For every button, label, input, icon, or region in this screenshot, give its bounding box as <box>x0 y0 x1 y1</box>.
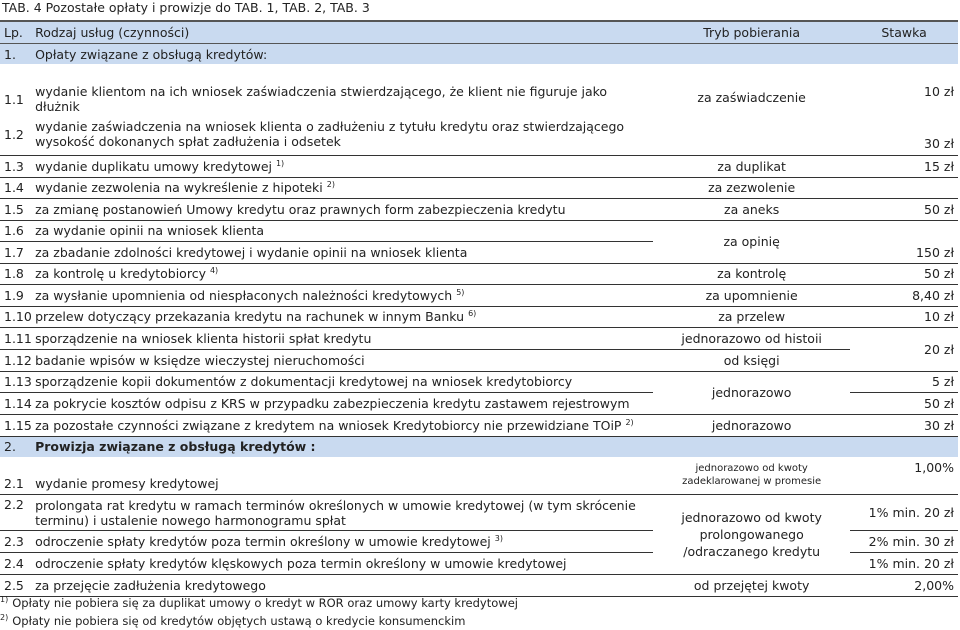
row-lp: 1.11 <box>0 327 31 349</box>
row-rate: 5 zł <box>850 371 958 392</box>
row-desc: wydanie duplikatu umowy kredytowej $^{1)}$ <box>31 155 653 177</box>
table-row <box>0 177 958 198</box>
row-lp: 1.8 <box>0 263 31 284</box>
table-row <box>0 84 958 114</box>
section-lp: 1. <box>0 44 31 65</box>
footnotes <box>0 594 518 630</box>
row-lp: 2.2 <box>0 495 31 531</box>
table-row <box>0 495 958 531</box>
row-mode: za aneks <box>653 198 850 220</box>
row-rate: 2% min. 30 zł <box>850 531 958 553</box>
row-lp: 1.9 <box>0 284 31 306</box>
row-lp: 2.5 <box>0 575 31 597</box>
fees-table <box>0 20 958 597</box>
row-desc: wydanie zaświadczenia na wniosek klienta o zadłużeniu z tytułu kredytu oraz stwierdzającego wysokość dokonanych spłat zadłużenia i odsetek <box>31 114 653 155</box>
row-mode: jednorazowo od kwoty zadeklarowanej w promesie <box>653 457 850 495</box>
row-rate <box>850 177 958 198</box>
row-desc: za wysłanie upomnienia od niespłaconych należności kredytowych $^{5)}$ <box>31 284 653 306</box>
row-desc: za zmianę postanowień Umowy kredytu oraz prawnych form zabezpieczenia kredytu <box>31 198 653 220</box>
row-mode: za upomnienie <box>653 284 850 306</box>
row-desc: odroczenie spłaty kredytów poza termin określony w umowie kredytowej $^{3)}$ <box>31 531 653 553</box>
footnote-ref: 2) <box>326 179 335 189</box>
row-desc: sporządzenie kopii dokumentów z dokumentacji kredytowej na wniosek kredytobiorcy <box>31 371 653 392</box>
header-desc: Rodzaj usług (czynności) <box>31 21 653 44</box>
row-lp: 1.5 <box>0 198 31 220</box>
table-header <box>0 21 958 44</box>
row-mode: jednorazowo od histoii <box>653 327 850 349</box>
footnote-ref: 2) <box>625 417 634 427</box>
row-lp: 1.1 <box>4 91 24 107</box>
header-rate: Stawka <box>850 21 958 44</box>
table-row <box>0 284 958 306</box>
row-rate: 1% min. 20 zł <box>850 495 958 531</box>
row-rate: 30 zł <box>850 114 958 155</box>
row-mode: za zezwolenie <box>653 177 850 198</box>
row-rate: 2,00% <box>850 575 958 597</box>
row-lp: 1.13 <box>0 371 31 392</box>
row-desc: za kontrolę u kredytobiorcy $^{4)}$ <box>31 263 653 284</box>
row-lp: 1.3 <box>0 155 31 177</box>
row-rate: 10 zł <box>924 84 954 99</box>
row-rate: 150 zł <box>850 220 958 263</box>
table-row <box>0 220 958 241</box>
row-rate: 30 zł <box>850 414 958 436</box>
row-lp: 2.4 <box>0 553 31 575</box>
table-row <box>0 155 958 177</box>
footnote-ref: 1) <box>275 158 285 168</box>
row-rate: 15 zł <box>850 155 958 177</box>
section-label: Prowizja związane z obsługą kredytów : <box>31 436 958 457</box>
section-1 <box>0 44 958 65</box>
row-desc: za przejęcie zadłużenia kredytowego <box>31 575 653 597</box>
row-lp: 1.2 <box>0 114 31 155</box>
row-rate: 50 zł <box>850 198 958 220</box>
header-mode: Tryb pobierania <box>653 21 850 44</box>
row-desc: przelew dotyczący przekazania kredytu na rachunek w innym Banku $^{6)}$ <box>31 306 653 327</box>
row-lp: 1.15 <box>0 414 31 436</box>
header-lp: Lp. <box>0 21 31 44</box>
row-desc: za wydanie opinii na wniosek klienta <box>31 220 653 241</box>
footnote: $^{1)}$ Opłaty nie pobiera się za duplikat umowy o kredyt w ROR oraz umowy karty kredytowej <box>0 595 518 610</box>
row-desc: za zbadanie zdolności kredytowej i wydanie opinii na wniosek klienta <box>31 241 653 263</box>
table-row <box>0 263 958 284</box>
table-row <box>0 198 958 220</box>
row-lp: 1.7 <box>0 241 31 263</box>
row-mode: za duplikat <box>653 155 850 177</box>
row-lp: 1.14 <box>0 392 31 414</box>
row-desc: za pokrycie kosztów odpisu z KRS w przypadku zabezpieczenia kredytu zastawem rejestrowym <box>31 392 653 414</box>
row-mode: za opinię <box>653 220 850 263</box>
row-desc: wydanie promesy kredytowej <box>31 457 653 495</box>
table-row <box>0 327 958 349</box>
row-rate: 8,40 zł <box>850 284 958 306</box>
row-lp: 1.6 <box>0 220 31 241</box>
row-desc: prolongata rat kredytu w ramach terminów określonych w umowie kredytowej (w tym skrócenie terminu) i ustalenie nowego harmonogramu spłat <box>31 495 653 531</box>
row-desc: za pozostałe czynności związane z kredytem na wniosek Kredytobiorcy nie przewidziane TOiP $^{2)}$ <box>31 414 653 436</box>
row-desc: odroczenie spłaty kredytów klęskowych poza termin określony w umowie kredytowej <box>31 553 653 575</box>
footnote-ref: 5) <box>456 287 465 297</box>
row-lp: 1.4 <box>0 177 31 198</box>
row-rate: 1,00% <box>850 457 958 495</box>
row-lp: 1.10 <box>0 306 31 327</box>
footnote-ref: 6) <box>468 308 477 318</box>
row-rate: 20 zł <box>850 327 958 371</box>
row-rate: 50 zł <box>850 392 958 414</box>
row-rate: 1% min. 20 zł <box>850 553 958 575</box>
spacer-row <box>0 64 958 84</box>
table-row <box>0 371 958 392</box>
section-label: Opłaty związane z obsługą kredytów: <box>31 44 958 65</box>
footnote-ref: 3) <box>494 533 503 543</box>
table-row <box>0 414 958 436</box>
row-rate: 50 zł <box>850 263 958 284</box>
row-rate: 10 zł <box>850 306 958 327</box>
row-desc: sporządzenie na wniosek klienta historii spłat kredytu <box>31 327 653 349</box>
section-2 <box>0 436 958 457</box>
table-title: TAB. 4 Pozostałe opłaty i prowizje do TAB. 1, TAB. 2, TAB. 3 <box>2 0 370 15</box>
row-mode: za przelew <box>653 306 850 327</box>
row-mode: jednorazowo <box>653 414 850 436</box>
row-lp: 2.1 <box>0 457 31 495</box>
footnote: $^{2)}$ Opłaty nie pobiera się od kredytów objętych ustawą o kredycie konsumenckim <box>0 613 466 628</box>
row-mode: od przejętej kwoty <box>653 575 850 597</box>
row-lp: 2.3 <box>0 531 31 553</box>
table-row <box>0 457 958 495</box>
footnote-ref: 4) <box>209 265 219 275</box>
table-row <box>0 306 958 327</box>
row-desc: wydanie klientom na ich wniosek zaświadczenia stwierdzającego, że klient nie figuruje jako dłużnik <box>35 84 608 114</box>
row-mode: jednorazowo <box>653 371 850 414</box>
row-mode: jednorazowo od kwoty prolongowanego /odraczanego kredytu <box>653 495 850 575</box>
row-desc: badanie wpisów w księdze wieczystej nieruchomości <box>31 349 653 371</box>
section-lp: 2. <box>0 436 31 457</box>
row-mode: za zaświadczenie <box>653 84 850 155</box>
row-mode: za kontrolę <box>653 263 850 284</box>
table-row <box>0 349 958 371</box>
row-lp: 1.12 <box>0 349 31 371</box>
row-mode: od księgi <box>653 349 850 371</box>
row-desc: wydanie zezwolenia na wykreślenie z hipoteki $^{2)}$ <box>31 177 653 198</box>
